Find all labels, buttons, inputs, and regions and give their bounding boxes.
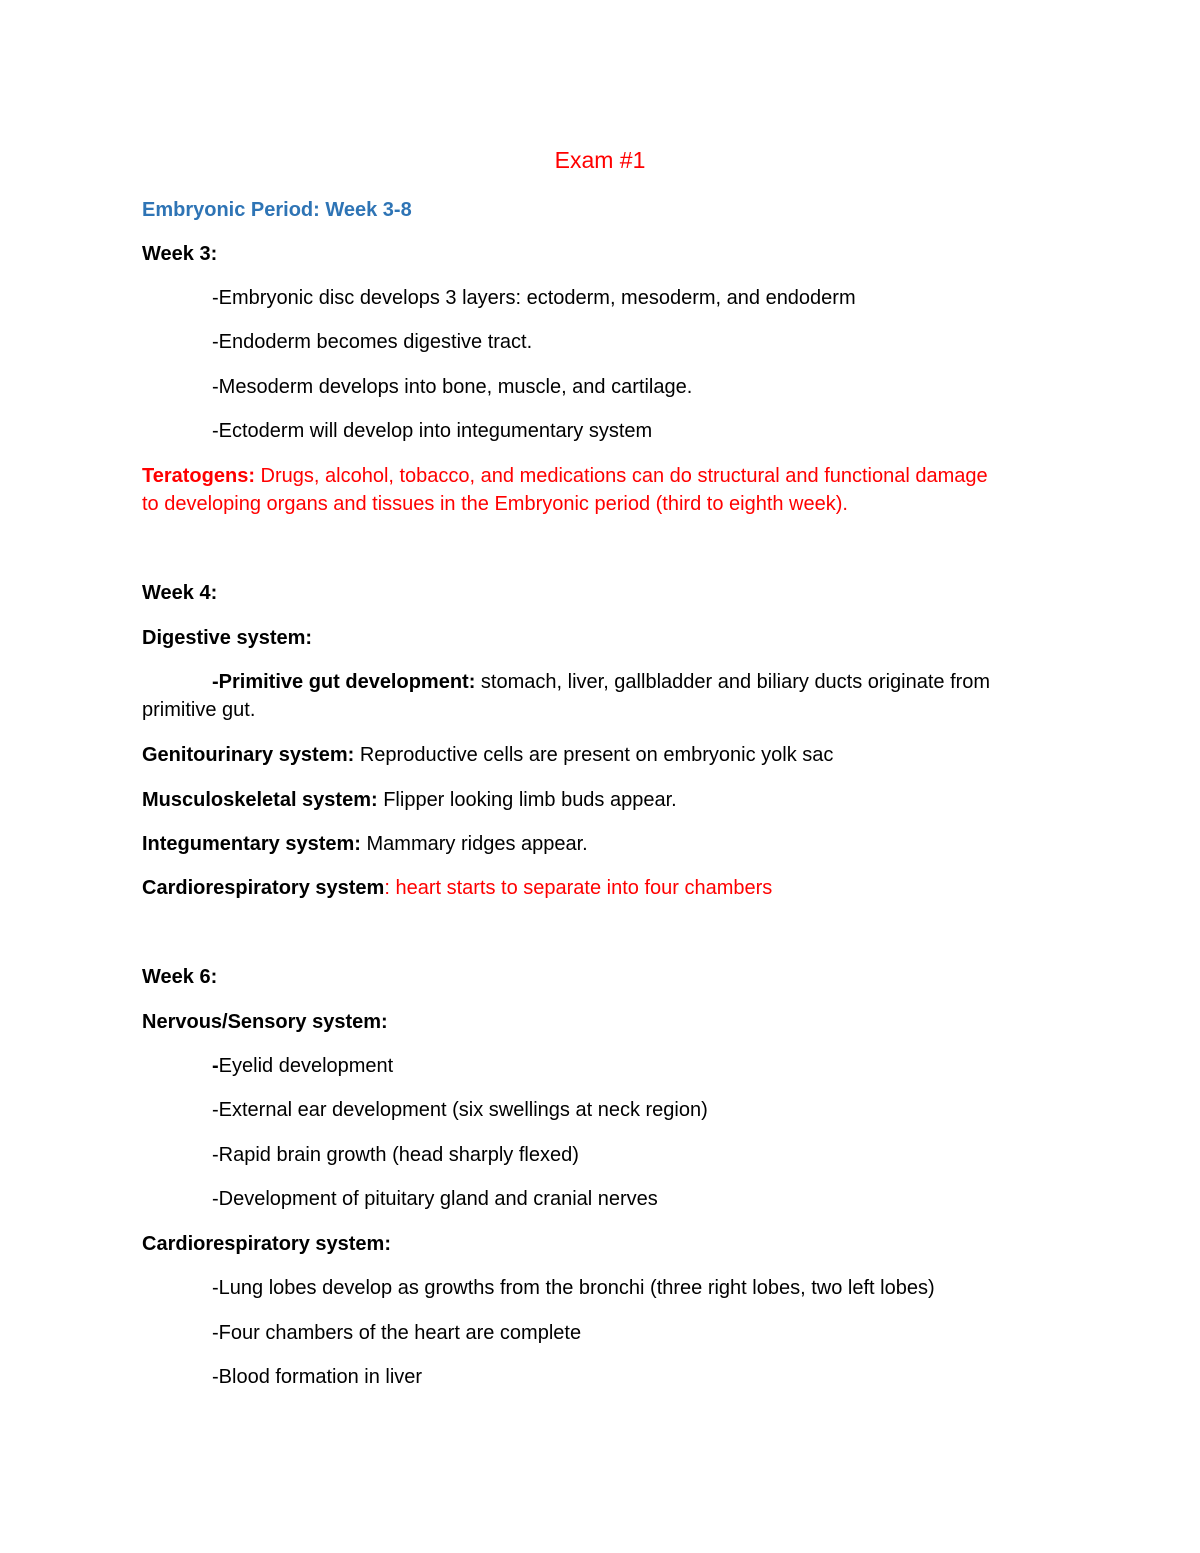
section-heading: Embryonic Period: Week 3-8 — [142, 199, 412, 221]
integumentary-label: Integumentary system: — [142, 833, 361, 855]
musculoskeletal-text: Flipper looking limb buds appear. — [377, 789, 677, 811]
cardiorespiratory-line — [142, 876, 772, 900]
teratogens-label: Teratogens: — [142, 465, 255, 487]
cardio-item: -Lung lobes develop as growths from the bronchi (three right lobes, two left lobes) — [212, 1277, 935, 1299]
teratogens-paragraph-line2: to developing organs and tissues in the Embryonic period (third to eighth week). — [142, 493, 848, 515]
nervous-sensory-heading: Nervous/Sensory system: — [142, 1011, 388, 1033]
nervous-item — [212, 1054, 393, 1078]
genitourinary-line — [142, 743, 833, 767]
cardio-item: -Four chambers of the heart are complete — [212, 1322, 582, 1344]
primitive-gut-continuation: primitive gut. — [142, 699, 256, 721]
nervous-item-text: Eyelid development — [218, 1055, 394, 1077]
primitive-gut-line — [212, 670, 990, 694]
integumentary-text: Mammary ridges appear. — [360, 833, 588, 855]
week6-heading: Week 6: — [142, 966, 218, 988]
nervous-item: -External ear development (six swellings at neck region) — [212, 1099, 708, 1121]
musculoskeletal-line — [142, 788, 677, 812]
nervous-item-dash: - — [212, 1055, 219, 1077]
teratogens-text: Drugs, alcohol, tobacco, and medications can do structural and functional damage — [254, 465, 988, 487]
integumentary-line — [142, 832, 588, 856]
cardio-item: -Blood formation in liver — [212, 1366, 423, 1388]
cardiorespiratory-label: Cardiorespiratory system — [142, 877, 385, 899]
week3-item: -Endoderm becomes digestive tract. — [212, 331, 533, 353]
nervous-item: -Rapid brain growth (head sharply flexed) — [212, 1144, 579, 1166]
primitive-gut-label: -Primitive gut development: — [212, 671, 476, 693]
primitive-gut-text: stomach, liver, gallbladder and biliary ducts originate from — [475, 671, 991, 693]
week3-item: -Embryonic disc develops 3 layers: ectoderm, mesoderm, and endoderm — [212, 287, 856, 309]
week4-heading: Week 4: — [142, 582, 218, 604]
week3-heading: Week 3: — [142, 243, 218, 265]
cardiorespiratory-colon: : — [384, 877, 390, 899]
genitourinary-text: Reproductive cells are present on embryonic yolk sac — [354, 744, 834, 766]
genitourinary-label: Genitourinary system: — [142, 744, 355, 766]
week3-item: -Mesoderm develops into bone, muscle, and cartilage. — [212, 376, 693, 398]
digestive-system-heading: Digestive system: — [142, 627, 313, 649]
nervous-item: -Development of pituitary gland and cranial nerves — [212, 1188, 658, 1210]
week3-item: -Ectoderm will develop into integumentary system — [212, 420, 653, 442]
week6-cardiorespiratory-heading: Cardiorespiratory system: — [142, 1233, 391, 1255]
cardiorespiratory-text: heart starts to separate into four chambers — [389, 877, 773, 899]
musculoskeletal-label: Musculoskeletal system: — [142, 789, 378, 811]
document-title: Exam #1 — [554, 147, 646, 173]
teratogens-paragraph-line1 — [142, 464, 988, 488]
